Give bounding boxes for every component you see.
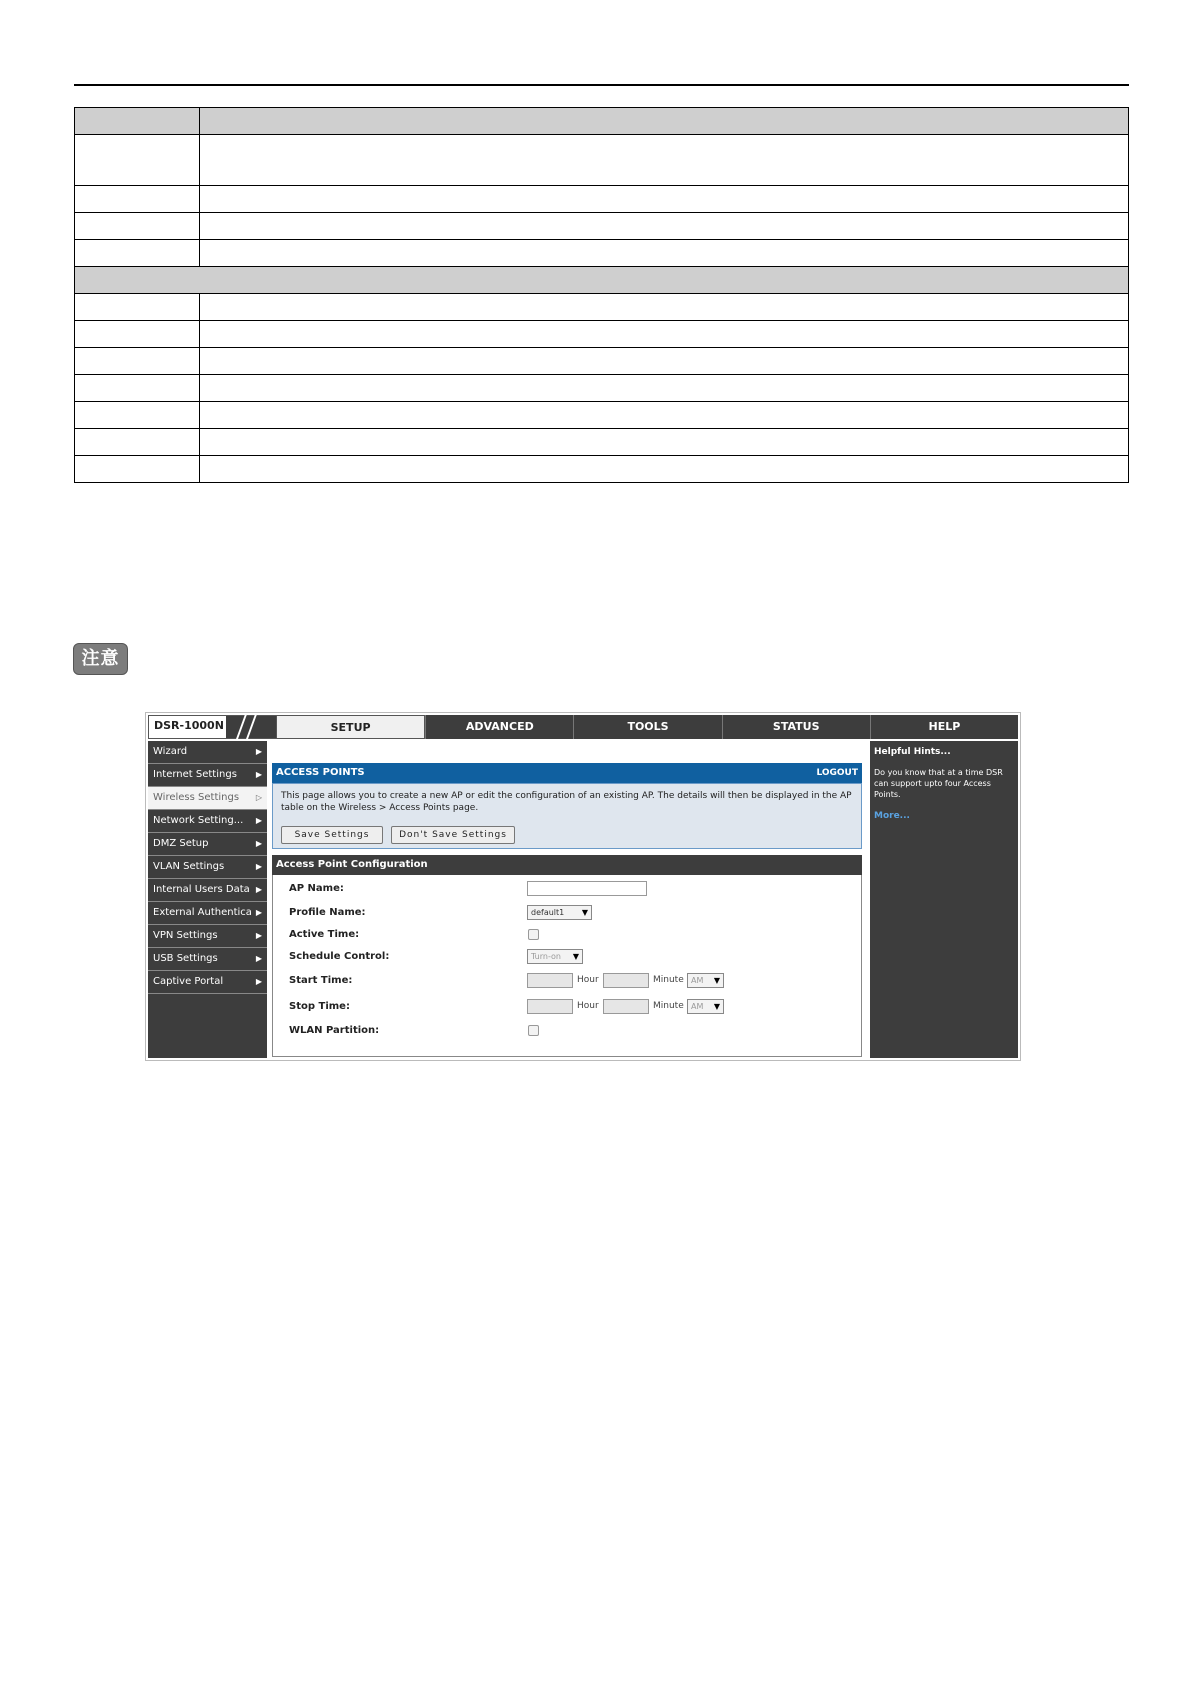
sidebar — [148, 741, 267, 1058]
table-row — [75, 402, 1129, 429]
hints-more-link[interactable]: More... — [874, 811, 910, 821]
table-row — [75, 213, 1129, 240]
chevron-right-icon: ▶ — [255, 885, 262, 894]
device-logo — [148, 715, 277, 739]
sidebar-item-internet-settings[interactable]: Internet Settings ▶ — [148, 764, 267, 787]
table-row — [75, 375, 1129, 402]
table-header-row — [75, 108, 1129, 135]
sidebar-item-external-authentication[interactable]: External Authentica ▶ — [148, 902, 267, 925]
save-settings-button[interactable]: Save Settings — [281, 826, 383, 844]
tab-advanced[interactable]: ADVANCED — [425, 715, 573, 739]
start-time-label: Start Time: — [289, 975, 353, 986]
sidebar-item-vpn-settings[interactable]: VPN Settings ▶ — [148, 925, 267, 948]
config-section-header: Access Point Configuration — [272, 855, 862, 875]
start-hour-input[interactable] — [527, 973, 573, 988]
start-minute-input[interactable] — [603, 973, 649, 988]
wlan-partition-checkbox[interactable] — [528, 1025, 539, 1036]
chevron-right-icon: ▶ — [255, 816, 262, 825]
chevron-down-icon: ▼ — [713, 1002, 720, 1011]
wlan-partition-label: WLAN Partition: — [289, 1025, 380, 1036]
page-top-rule — [74, 84, 1129, 86]
schedule-control-label: Schedule Control: — [289, 951, 390, 962]
sidebar-item-internal-users-data[interactable]: Internal Users Data ▶ — [148, 879, 267, 902]
table-section-row — [75, 267, 1129, 294]
panel-title: ACCESS POINTS — [276, 767, 365, 778]
table-row — [75, 429, 1129, 456]
table-row — [75, 456, 1129, 483]
top-nav-tabs — [276, 715, 1018, 739]
sidebar-item-usb-settings[interactable]: USB Settings ▶ — [148, 948, 267, 971]
active-time-checkbox[interactable] — [528, 929, 539, 940]
sidebar-item-dmz-setup[interactable]: DMZ Setup ▶ — [148, 833, 267, 856]
chevron-right-icon: ▶ — [255, 908, 262, 917]
tab-status[interactable]: STATUS — [722, 715, 870, 739]
table-row — [75, 321, 1129, 348]
table-row — [75, 240, 1129, 267]
tab-setup[interactable]: SETUP — [276, 715, 425, 739]
chevron-right-icon: ▶ — [255, 747, 262, 756]
dont-save-settings-button[interactable]: Don't Save Settings — [391, 826, 515, 844]
specification-table — [74, 107, 1129, 483]
profile-name-label: Profile Name: — [289, 907, 366, 918]
chevron-right-icon: ▶ — [255, 862, 262, 871]
main-content — [271, 741, 865, 1058]
table-row — [75, 294, 1129, 321]
panel-description — [272, 783, 862, 849]
note-badge: 注意 — [73, 643, 128, 675]
chevron-right-icon: ▶ — [255, 839, 262, 848]
helpful-hints-panel — [870, 741, 1018, 1058]
chevron-down-icon: ▼ — [572, 952, 579, 961]
schedule-control-select[interactable]: Turn-on ▼ — [527, 949, 583, 964]
sidebar-item-wireless-settings[interactable]: Wireless Settings ▷ — [148, 787, 267, 810]
sidebar-item-network-setting[interactable]: Network Setting... ▶ — [148, 810, 267, 833]
device-model: DSR-1000N — [154, 719, 224, 732]
chevron-right-icon: ▶ — [255, 977, 262, 986]
stop-time-label: Stop Time: — [289, 1001, 350, 1012]
hints-body: Do you know that at a time DSR can support upto four Access Points. — [874, 768, 1003, 799]
table-row — [75, 186, 1129, 213]
chevron-down-icon: ▼ — [713, 976, 720, 985]
router-ui-screenshot — [145, 712, 1021, 1061]
chevron-right-icon: ▶ — [255, 770, 262, 779]
table-row — [75, 348, 1129, 375]
start-hour-label: Hour — [577, 975, 599, 985]
ap-name-input[interactable] — [527, 881, 647, 896]
active-time-label: Active Time: — [289, 929, 360, 940]
description-text: This page allows you to create a new AP or edit the configuration of an existing AP. The details will then be displayed in the AP table on the Wireless > Access Points page. — [281, 791, 852, 813]
chevron-right-icon: ▶ — [255, 954, 262, 963]
table-row — [75, 135, 1129, 186]
stop-minute-label: Minute — [653, 1001, 684, 1011]
stop-ampm-select[interactable]: AM ▼ — [687, 999, 724, 1014]
ap-name-label: AP Name: — [289, 883, 344, 894]
stop-hour-input[interactable] — [527, 999, 573, 1014]
chevron-right-icon: ▶ — [255, 931, 262, 940]
hints-title: Helpful Hints... — [874, 747, 951, 757]
sidebar-item-vlan-settings[interactable]: VLAN Settings ▶ — [148, 856, 267, 879]
sidebar-item-captive-portal[interactable]: Captive Portal ▶ — [148, 971, 267, 994]
stop-minute-input[interactable] — [603, 999, 649, 1014]
logout-link[interactable]: LOGOUT — [816, 768, 858, 778]
tab-tools[interactable]: TOOLS — [573, 715, 721, 739]
chevron-down-icon: ▼ — [581, 908, 588, 917]
stop-hour-label: Hour — [577, 1001, 599, 1011]
profile-name-select[interactable]: default1 ▼ — [527, 905, 592, 920]
start-ampm-select[interactable]: AM ▼ — [687, 973, 724, 988]
sidebar-item-wizard[interactable]: Wizard ▶ — [148, 741, 267, 764]
start-minute-label: Minute — [653, 975, 684, 985]
chevron-right-icon: ▷ — [255, 793, 262, 802]
tab-help[interactable]: HELP — [870, 715, 1018, 739]
access-points-header — [272, 763, 862, 783]
config-form — [272, 875, 862, 1057]
logo-slashes — [226, 716, 276, 738]
